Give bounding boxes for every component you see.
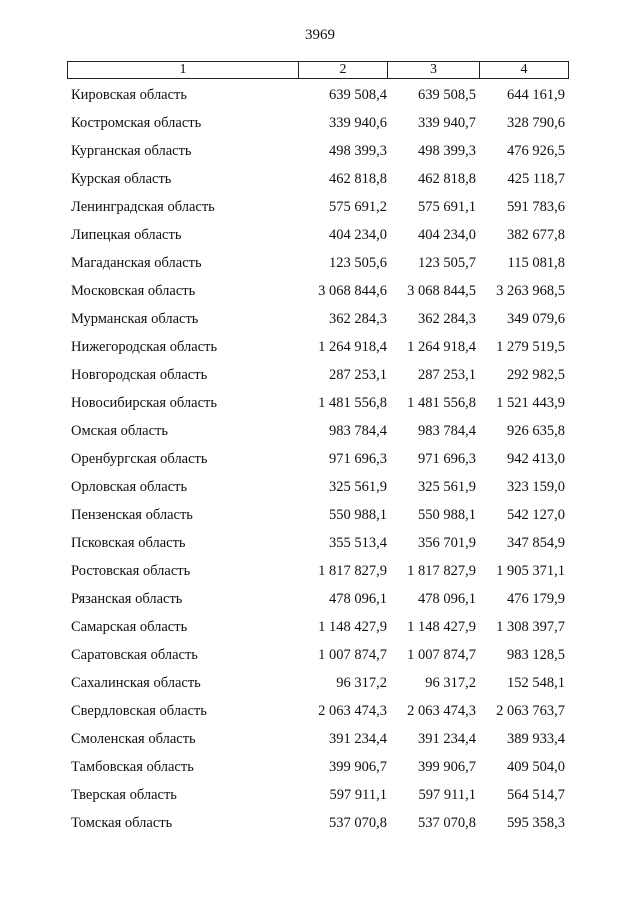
table-row: [0, 221, 640, 249]
col-4-value-cell: 942 413,0: [507, 451, 565, 468]
col-3-value-cell: 3 068 844,5: [407, 283, 476, 300]
table-row: [0, 137, 640, 165]
region-name-cell: Самарская область: [71, 619, 188, 636]
col-2-value-cell: 971 696,3: [329, 451, 387, 468]
col-4-value-cell: 389 933,4: [507, 731, 565, 748]
region-name-cell: Омская область: [71, 423, 168, 440]
table-row: [0, 417, 640, 445]
region-name-cell: Саратовская область: [71, 647, 198, 664]
col-2-value-cell: 575 691,2: [329, 199, 387, 216]
col-4-value-cell: 564 514,7: [507, 787, 565, 804]
table-row: [0, 613, 640, 641]
col-2-value-cell: 96 317,2: [336, 675, 387, 692]
col-4-value-cell: 3 263 968,5: [496, 283, 565, 300]
table-row: [0, 669, 640, 697]
table-row: [0, 305, 640, 333]
col-2-value-cell: 498 399,3: [329, 143, 387, 160]
col-2-value-cell: 339 940,6: [329, 115, 387, 132]
col-4-value-cell: 595 358,3: [507, 815, 565, 832]
col-2-value-cell: 2 063 474,3: [318, 703, 387, 720]
col-3-value-cell: 391 234,4: [418, 731, 476, 748]
table-row: [0, 725, 640, 753]
col-3-value-cell: 96 317,2: [425, 675, 476, 692]
table-row: [0, 193, 640, 221]
col-3-value-cell: 339 940,7: [418, 115, 476, 132]
region-name-cell: Новосибирская область: [71, 395, 217, 412]
region-name-cell: Курганская область: [71, 143, 192, 160]
table-row: [0, 81, 640, 109]
col-2-value-cell: 639 508,4: [329, 87, 387, 103]
header-col-2: 2: [299, 62, 388, 78]
col-3-value-cell: 971 696,3: [418, 451, 476, 468]
region-name-cell: Псковская область: [71, 535, 186, 552]
table-row: [0, 361, 640, 389]
col-2-value-cell: 537 070,8: [329, 815, 387, 832]
col-4-value-cell: 1 521 443,9: [496, 395, 565, 412]
col-2-value-cell: 123 505,6: [329, 255, 387, 272]
region-name-cell: Нижегородская область: [71, 339, 218, 356]
col-4-value-cell: 476 179,9: [507, 591, 565, 608]
region-name-cell: Ленинградская область: [71, 199, 215, 216]
region-name-cell: Липецкая область: [71, 227, 182, 244]
col-2-value-cell: 1 817 827,9: [318, 563, 387, 580]
col-2-value-cell: 462 818,8: [329, 171, 387, 188]
region-name-cell: Ростовская область: [71, 563, 191, 580]
col-3-value-cell: 462 818,8: [418, 171, 476, 188]
col-3-value-cell: 1 817 827,9: [407, 563, 476, 580]
col-3-value-cell: 2 063 474,3: [407, 703, 476, 720]
col-2-value-cell: 355 513,4: [329, 535, 387, 552]
region-name-cell: Тверская область: [71, 787, 177, 804]
table-row: [0, 781, 640, 809]
table-row: [0, 249, 640, 277]
table-row: [0, 529, 640, 557]
table-body: [0, 81, 640, 837]
col-4-value-cell: 1 308 397,7: [496, 619, 565, 636]
col-4-value-cell: 644 161,9: [507, 87, 565, 103]
col-3-value-cell: 983 784,4: [418, 423, 476, 440]
col-3-value-cell: 1 481 556,8: [407, 395, 476, 412]
col-2-value-cell: 399 906,7: [329, 759, 387, 776]
col-4-value-cell: 382 677,8: [507, 227, 565, 244]
page-number: 3969: [305, 27, 335, 43]
region-name-cell: Пензенская область: [71, 507, 193, 524]
col-2-value-cell: 404 234,0: [329, 227, 387, 244]
table-row: [0, 641, 640, 669]
col-4-value-cell: 2 063 763,7: [496, 703, 565, 720]
table-row: [0, 753, 640, 781]
header-col-3: 3: [388, 62, 480, 78]
col-4-value-cell: 152 548,1: [507, 675, 565, 692]
table-row: [0, 389, 640, 417]
col-4-value-cell: 323 159,0: [507, 479, 565, 496]
col-4-value-cell: 591 783,6: [507, 199, 565, 216]
col-2-value-cell: 1 007 874,7: [318, 647, 387, 664]
col-4-value-cell: 115 081,8: [507, 255, 565, 272]
col-4-value-cell: 926 635,8: [507, 423, 565, 440]
col-4-value-cell: 476 926,5: [507, 143, 565, 160]
col-3-value-cell: 399 906,7: [418, 759, 476, 776]
col-4-value-cell: 1 279 519,5: [496, 339, 565, 356]
region-name-cell: Смоленская область: [71, 731, 196, 748]
col-4-value-cell: 409 504,0: [507, 759, 565, 776]
region-name-cell: Магаданская область: [71, 255, 202, 272]
header-col-1: 1: [68, 62, 299, 78]
col-3-value-cell: 287 253,1: [418, 367, 476, 384]
table-row: [0, 473, 640, 501]
table-row: [0, 109, 640, 137]
table-row: [0, 501, 640, 529]
col-4-value-cell: 349 079,6: [507, 311, 565, 328]
region-name-cell: Курская область: [71, 171, 172, 188]
col-2-value-cell: 478 096,1: [329, 591, 387, 608]
col-2-value-cell: 287 253,1: [329, 367, 387, 384]
region-name-cell: Томская область: [71, 815, 173, 832]
col-2-value-cell: 550 988,1: [329, 507, 387, 524]
table-row: [0, 277, 640, 305]
col-3-value-cell: 356 701,9: [418, 535, 476, 552]
col-3-value-cell: 362 284,3: [418, 311, 476, 328]
col-3-value-cell: 575 691,1: [418, 199, 476, 216]
col-3-value-cell: 498 399,3: [418, 143, 476, 160]
table-row: [0, 445, 640, 473]
region-name-cell: Кировская область: [71, 87, 188, 103]
col-3-value-cell: 1 148 427,9: [407, 619, 476, 636]
col-2-value-cell: 3 068 844,6: [318, 283, 387, 300]
col-2-value-cell: 362 284,3: [329, 311, 387, 328]
col-3-value-cell: 123 505,7: [418, 255, 476, 272]
table-row: [0, 557, 640, 585]
col-4-value-cell: 292 982,5: [507, 367, 565, 384]
region-name-cell: Тамбовская область: [71, 759, 194, 776]
col-4-value-cell: 542 127,0: [507, 507, 565, 524]
col-2-value-cell: 391 234,4: [329, 731, 387, 748]
region-name-cell: Сахалинская область: [71, 675, 201, 692]
region-name-cell: Свердловская область: [71, 703, 207, 720]
col-3-value-cell: 1 264 918,4: [407, 339, 476, 356]
col-3-value-cell: 478 096,1: [418, 591, 476, 608]
col-2-value-cell: 983 784,4: [329, 423, 387, 440]
region-name-cell: Орловская область: [71, 479, 188, 496]
col-4-value-cell: 425 118,7: [507, 171, 565, 188]
table-row: [0, 333, 640, 361]
region-name-cell: Новгородская область: [71, 367, 208, 384]
col-2-value-cell: 1 481 556,8: [318, 395, 387, 412]
region-name-cell: Московская область: [71, 283, 196, 300]
table-row: [0, 809, 640, 837]
table-row: [0, 165, 640, 193]
col-2-value-cell: 1 264 918,4: [318, 339, 387, 356]
header-col-4: 4: [520, 62, 528, 77]
col-2-value-cell: 597 911,1: [329, 787, 387, 804]
region-name-cell: Костромская область: [71, 115, 202, 132]
col-3-value-cell: 404 234,0: [418, 227, 476, 244]
col-3-value-cell: 1 007 874,7: [407, 647, 476, 664]
col-4-value-cell: 347 854,9: [507, 535, 565, 552]
region-name-cell: Мурманская область: [71, 311, 199, 328]
table-row: [0, 697, 640, 725]
region-name-cell: Оренбургская область: [71, 451, 208, 468]
col-3-value-cell: 639 508,5: [418, 87, 476, 103]
table-header: [67, 61, 569, 79]
col-2-value-cell: 325 561,9: [329, 479, 387, 496]
col-3-value-cell: 550 988,1: [418, 507, 476, 524]
col-4-value-cell: 328 790,6: [507, 115, 565, 132]
col-4-value-cell: 983 128,5: [507, 647, 565, 664]
col-3-value-cell: 325 561,9: [418, 479, 476, 496]
col-4-value-cell: 1 905 371,1: [496, 563, 565, 580]
table-row: [0, 585, 640, 613]
col-3-value-cell: 597 911,1: [418, 787, 476, 804]
col-3-value-cell: 537 070,8: [418, 815, 476, 832]
region-name-cell: Рязанская область: [71, 591, 183, 608]
col-2-value-cell: 1 148 427,9: [318, 619, 387, 636]
